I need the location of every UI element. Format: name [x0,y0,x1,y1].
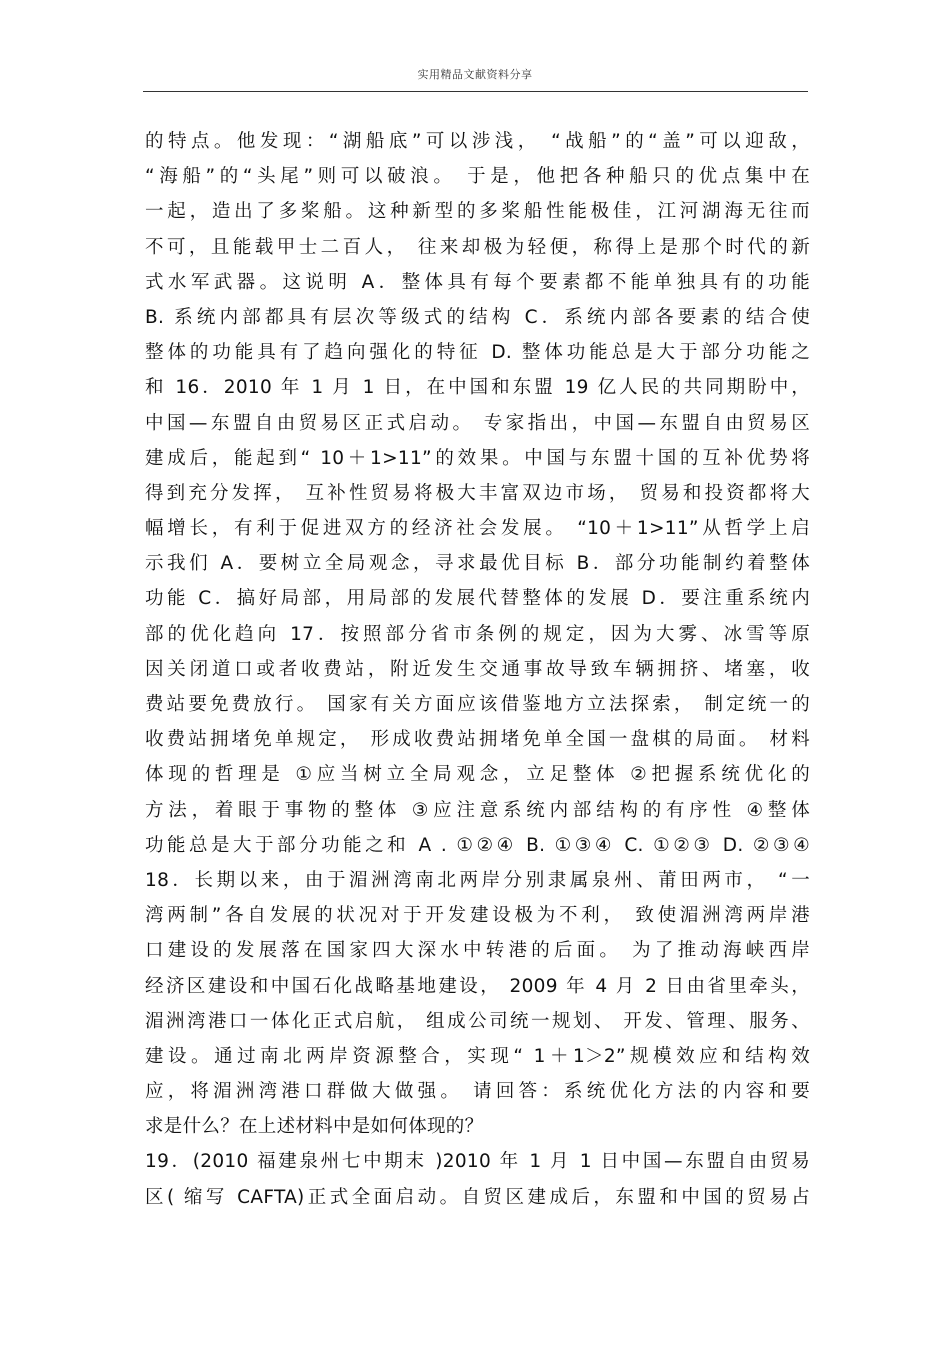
text-line: 应，将湄洲湾港口群做大做强。 请回答：系统优化方法的内容和要 [145,1081,810,1103]
text-line: 整体的功能具有了趋向强化的特征 D. 整体功能总是大于部分功能之 [145,342,810,364]
text-line: 和 16．2010 年 1 月 1 日，在中国和东盟 19 亿人民的共同期盼中， [145,377,810,399]
text-line: 功能总是大于部分功能之和 A . ①②④ B. ①③④ C. ①②③ D. ②③④ [145,834,810,856]
text-line: 的特点。他发现：“湖船底”可以涉浅， “战船”的“盖”可以迎敌， [145,131,810,152]
text-line: 收费站拥堵免单规定， 形成收费站拥堵免单全国一盘棋的局面。 材料 [145,729,810,751]
text-line: 功能 C．搞好局部，用局部的发展代替整体的发展 D．要注重系统内 [145,588,810,610]
header-divider [143,91,808,92]
text-line: “海船”的“头尾”则可以破浪。 于是，他把各种船只的优点集中在 [145,166,810,188]
text-line: 口建设的发展落在国家四大深水中转港的后面。 为了推动海峡西岸 [145,940,810,962]
text-line: 部的优化趋向 17．按照部分省市条例的规定，因为大雾、冰雪等原 [145,623,810,645]
text-line: 湾两制”各自发展的状况对于开发建设极为不利， 致使湄洲湾两岸港 [145,905,810,927]
text-line: 18．长期以来，由于湄洲湾南北两岸分别隶属泉州、莆田两市， “一 [145,869,810,891]
text-line: 体现的哲理是 ①应当树立全局观念，立足整体 ②把握系统优化的 [145,764,810,786]
text-line: 区( 缩写 CAFTA)正式全面启动。自贸区建成后，东盟和中国的贸易占 [145,1186,810,1208]
text-line: 费站要免费放行。 国家有关方面应该借鉴地方立法探索， 制定统一的 [145,694,810,715]
text-line: 幅增长，有利于促进双方的经济社会发展。 “10＋1>11”从哲学上启 [145,518,810,540]
text-line: 因关闭道口或者收费站，附近发生交通事故导致车辆拥挤、堵塞，收 [145,658,810,680]
text-line: 一起，造出了多桨船。这种新型的多桨船性能极佳，江河湖海无往而 [145,201,810,223]
text-line: 方法，着眼于事物的整体 ③应注意系统内部结构的有序性 ④整体 [145,799,810,821]
text-line: 湄洲湾港口一体化正式启航， 组成公司统一规划、 开发、管理、服务、 [145,1010,810,1032]
text-line: 建设。通过南北两岸资源整合，实现“ 1＋1＞2”规模效应和结构效 [145,1045,810,1067]
document-body [145,124,810,1215]
text-line: B. 系统内部都具有层次等级式的结构 C．系统内部各要素的结合使 [145,306,810,328]
text-line: 中国—东盟自由贸易区正式启动。 专家指出，中国—东盟自由贸易区 [145,412,810,434]
text-line: 建成后，能起到“ 10＋1>11”的效果。中国与东盟十国的互补优势将 [145,447,810,469]
text-line: 式水军武器。这说明 A．整体具有每个要素都不能单独具有的功能 [145,271,810,293]
text-line: 得到充分发挥， 互补性贸易将极大丰富双边市场， 贸易和投资都将大 [145,482,810,504]
text-line: 经济区建设和中国石化战略基地建设， 2009 年 4 月 2 日由省里牵头， [145,975,810,997]
text-line: 示我们 A．要树立全局观念，寻求最优目标 B．部分功能制约着整体 [145,553,810,575]
page-header-title: 实用精品文献资料分享 [417,68,533,81]
text-line: 求是什么？在上述材料中是如何体现的？ [145,1116,484,1138]
text-line: 19．(2010 福建泉州七中期末 )2010 年 1 月 1 日中国—东盟自由贸易 [145,1151,810,1173]
text-line: 不可，且能载甲士二百人， 往来却极为轻便，称得上是那个时代的新 [145,236,810,258]
